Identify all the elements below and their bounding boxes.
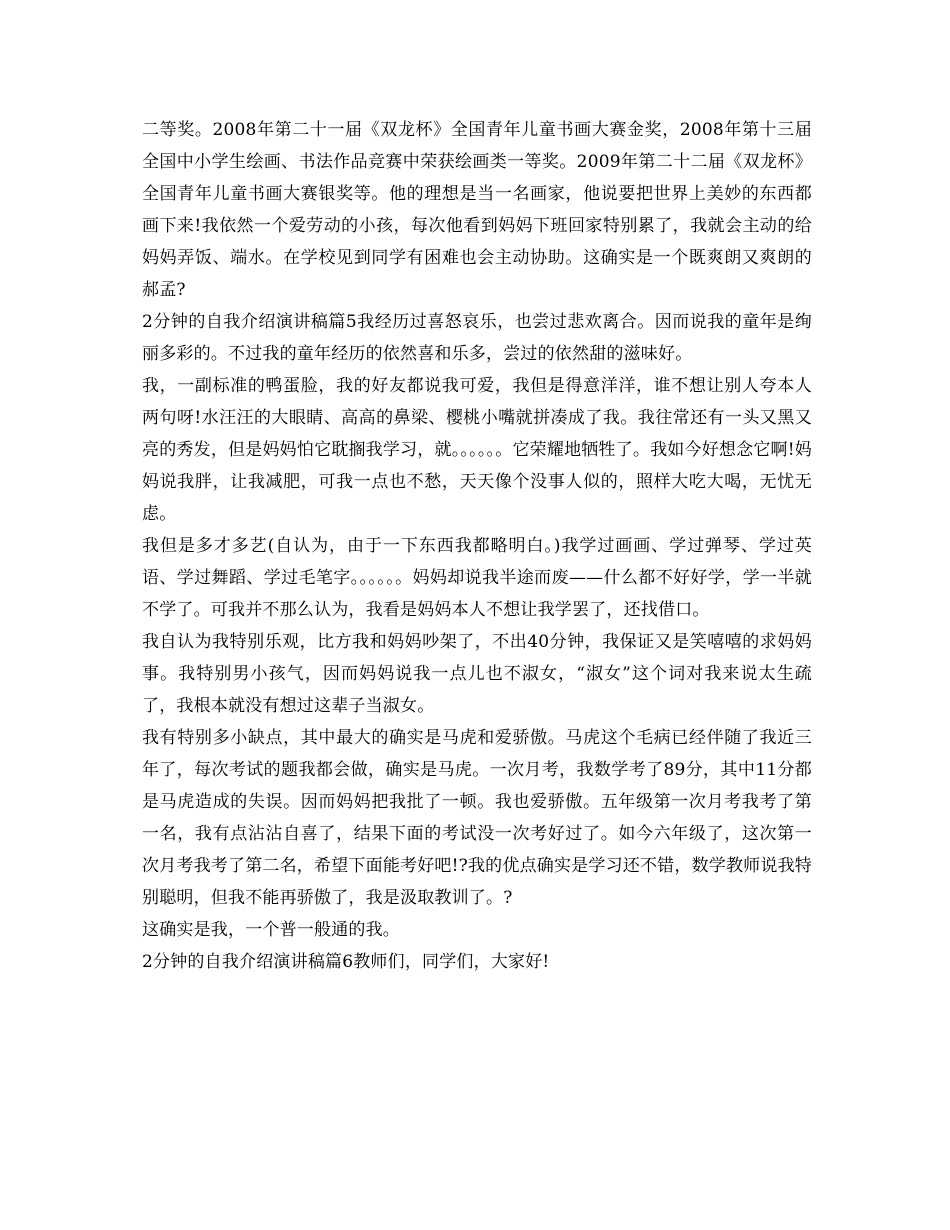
paragraph-optimism: 我自认为我特别乐观，比方我和妈妈吵架了，不出40分钟，我保证又是笑嘻嘻的求妈妈事。我特别男小孩气，因而妈妈说我一点儿也不淑女，“淑女”这个词对我来说太生疏了，我根本就没有想过这辈子当淑女。 (142, 632, 812, 716)
paragraph-speech-6-greeting: 2分钟的自我介绍演讲稿篇6教师们，同学们，大家好! (142, 952, 550, 972)
document-body (142, 114, 812, 978)
paragraph-talents: 我但是多才多艺(自认为，由于一下东西我都略明白。)我学过画画、学过弹琴、学过英语、学过舞蹈、学过毛笔字。。。。。。妈妈却说我半途而废——什么都不好好学，学一半就不学了。可我并不那么认为，我看是妈妈本人不想让我学罢了，还找借口。 (142, 536, 812, 620)
paragraph-closing: 这确实是我，一个普一般通的我。 (142, 920, 400, 940)
paragraph-awards: 二等奖。2008年第二十一届《双龙杯》全国青年儿童书画大赛金奖，2008年第十三届全国中小学生绘画、书法作品竞赛中荣获绘画类一等奖。2009年第二十二届《双龙杯》全国青年儿童书画大赛银奖等。他的理想是当一名画家，他说要把世界上美妙的东西都画下来!我依然一个爱劳动的小孩，每次他看到妈妈下班回家特别累了，我就会主动的给妈妈弄饭、端水。在学校见到同学有困难也会主动协助。这确实是一个既爽朗又爽朗的郝孟? (142, 120, 812, 300)
paragraph-speech-5-intro: 2分钟的自我介绍演讲稿篇5我经历过喜怒哀乐，也尝过悲欢离合。因而说我的童年是绚丽多彩的。不过我的童年经历的依然喜和乐多，尝过的依然甜的滋味好。 (142, 312, 812, 364)
paragraph-shortcomings: 我有特别多小缺点，其中最大的确实是马虎和爱骄傲。马虎这个毛病已经伴随了我近三年了，每次考试的题我都会做，确实是马虎。一次月考，我数学考了89分，其中11分都是马虎造成的失误。因而妈妈把我批了一顿。我也爱骄傲。五年级第一次月考我考了第一名，我有点沾沾自喜了，结果下面的考试没一次考好过了。如今六年级了，这次第一次月考我考了第二名，希望下面能考好吧!?我的优点确实是学习还不错，数学教师说我特别聪明，但我不能再骄傲了，我是汲取教训了。? (142, 728, 812, 908)
paragraph-appearance: 我，一副标准的鸭蛋脸，我的好友都说我可爱，我但是得意洋洋，谁不想让别人夸本人两句呀!水汪汪的大眼睛、高高的鼻梁、樱桃小嘴就拼凑成了我。我往常还有一头又黑又亮的秀发，但是妈妈怕它耽搁我学习，就。。。。。。它荣耀地牺牲了。我如今好想念它啊!妈妈说我胖，让我减肥，可我一点也不愁，天天像个没事人似的，照样大吃大喝，无忧无虑。 (142, 376, 812, 524)
